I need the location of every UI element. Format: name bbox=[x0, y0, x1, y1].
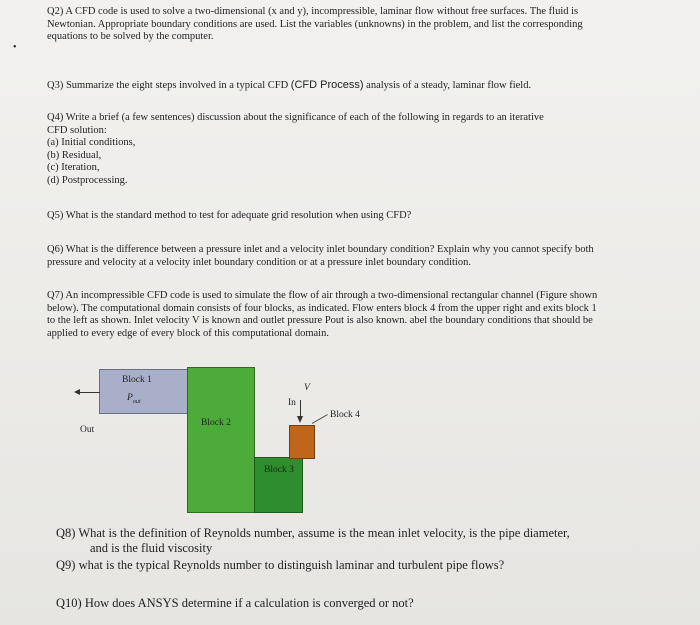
question-q9 bbox=[56, 558, 696, 573]
block2-rect bbox=[187, 367, 255, 513]
pout-subscript: out bbox=[132, 398, 141, 405]
question-q3 bbox=[47, 79, 687, 93]
outlet-arrow-icon bbox=[74, 389, 80, 395]
q5-text: Q5) What is the standard method to test for adequate grid resolution when using CFD? bbox=[47, 210, 412, 221]
q7-line1: Q7) An incompressible CFD code is used to simulate the flow of air through a two-dimensional rectangular channel (Figure shown bbox=[47, 290, 598, 301]
question-q4 bbox=[47, 112, 687, 187]
block3-label: Block 3 bbox=[264, 465, 294, 475]
q2-line1: Q2) A CFD code is used to solve a two-dimensional (x and y), incompressible, laminar flow without free surfaces. The fluid is bbox=[47, 6, 579, 17]
q8-line2: and is the fluid viscosity bbox=[90, 541, 213, 555]
question-q7 bbox=[47, 290, 687, 340]
q2-line3: equations to be solved by the computer. bbox=[47, 31, 214, 42]
pout-label bbox=[127, 393, 140, 405]
question-q2 bbox=[47, 6, 687, 44]
pout-symbol: P bbox=[127, 393, 133, 403]
question-q6 bbox=[47, 244, 687, 269]
q7-line4: applied to every edge of every block of this computational domain. bbox=[47, 327, 329, 339]
velocity-label: V bbox=[304, 383, 310, 393]
q6-line1: Q6) What is the difference between a pressure inlet and a velocity inlet boundary condition? Explain why you cannot specify both bbox=[47, 244, 594, 255]
bullet-mark: • bbox=[13, 42, 17, 53]
block4-rect bbox=[289, 425, 315, 459]
q8-line1: Q8) What is the definition of Reynolds number, assume is the mean inlet velocity, is the pipe diameter, bbox=[56, 526, 570, 540]
block4-leader-line bbox=[312, 414, 328, 424]
outlet-arrow-line bbox=[78, 392, 100, 393]
block1-label: Block 1 bbox=[122, 375, 152, 385]
q7-line3: to the left as shown. Inlet velocity V is known and outlet pressure Pout is also known. abel the boundary conditions that should be bbox=[47, 315, 593, 326]
in-label: In bbox=[288, 398, 296, 408]
q3-emphasis: (CFD Process) bbox=[290, 79, 364, 91]
q9-text: Q9) what is the typical Reynolds number to distinguish laminar and turbulent pipe flows? bbox=[56, 558, 505, 572]
question-q10 bbox=[56, 596, 696, 611]
q3-end: analysis of a steady, laminar flow field. bbox=[366, 80, 532, 91]
q4-item-d: (d) Postprocessing. bbox=[47, 174, 128, 186]
q2-line2: Newtonian. Appropriate boundary conditions are used. List the variables (unknowns) in the problem, and list the corresponding bbox=[47, 18, 583, 30]
question-q5 bbox=[47, 210, 687, 223]
question-q8 bbox=[56, 526, 696, 556]
q4-line2: CFD solution: bbox=[47, 124, 107, 136]
q3-text: Q3) Summarize the eight steps involved in a typical CFD bbox=[47, 80, 289, 91]
inlet-arrow-icon bbox=[297, 416, 303, 423]
q10-text: Q10) How does ANSYS determine if a calculation is converged or not? bbox=[56, 596, 414, 610]
block4-label: Block 4 bbox=[330, 410, 360, 420]
q4-item-c: (c) Iteration, bbox=[47, 162, 100, 173]
q4-item-a: (a) Initial conditions, bbox=[47, 137, 136, 148]
block2-label: Block 2 bbox=[201, 418, 231, 428]
q6-line2: pressure and velocity at a velocity inlet boundary condition or at a pressure inlet boundary condition. bbox=[47, 256, 471, 268]
q7-line2: below). The computational domain consists of four blocks, as indicated. Flow enters block 4 from the upper right and exits block 1 bbox=[47, 302, 597, 314]
out-label: Out bbox=[80, 425, 95, 435]
q4-item-b: (b) Residual, bbox=[47, 149, 102, 161]
q4-line1: Q4) Write a brief (a few sentences) discussion about the significance of each of the following in regards to an iterative bbox=[47, 112, 544, 123]
